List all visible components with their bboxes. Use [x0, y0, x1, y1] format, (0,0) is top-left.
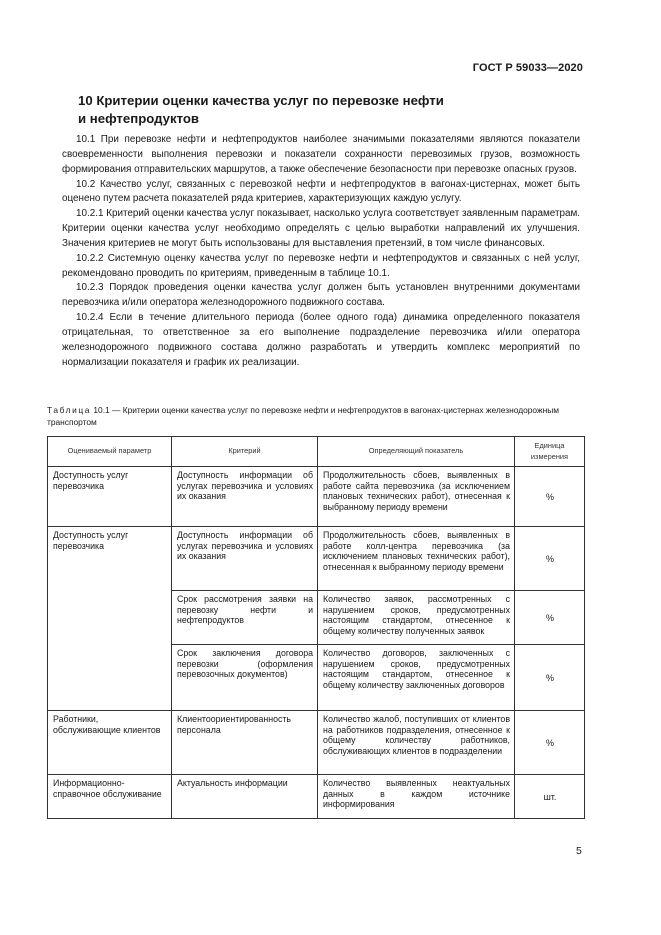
cell-indicator: Продолжительность сбоев, выявленных в работе колл-центра перевозчика (за исключением плановых технических работ), отнесенная к выбранному периоду времени — [318, 527, 515, 591]
cell-indicator: Количество выявленных неактуальных данных в каждом источнике информирования — [318, 775, 515, 819]
section-title — [78, 92, 498, 128]
cell-unit: % — [515, 527, 585, 591]
table-row — [48, 711, 585, 775]
table-caption — [47, 405, 587, 428]
paragraph-10-2: 10.2 Качество услуг, связанных с перевозкой нефти и нефтепродуктов в вагонах-цистернах, может быть оценено путем расчета показателей ряда критериев, характеризующих каждую услугу. — [62, 178, 580, 205]
cell-param: Работники, обслуживающие клиентов — [48, 711, 172, 775]
paragraph-10-2-2: 10.2.2 Системную оценку качества услуг по перевозке нефти и нефтепродуктов и связанных с ней услуг, рекомендовано проводить по критериям, приведенным в таблице 10.1. — [62, 252, 580, 279]
header-param: Оцениваемый параметр — [48, 437, 172, 467]
criteria-table — [47, 436, 585, 819]
cell-indicator: Количество жалоб, поступивших от клиентов на работников подразделения, отнесенное к общему количеству работников, обслуживающих клиентов в подразделении — [318, 711, 515, 775]
table-row — [48, 527, 585, 591]
paragraph-10-2-4: 10.2.4 Если в течение длительного периода (более одного года) динамика определенного показателя отрицательная, то ответственное за его выполнение подразделение перевозчика и/или оператора железнодорожного подвижного состава должно разработать и утвердить комплекс мероприятий по нормализации показателя и график их реализации. — [62, 312, 580, 368]
cell-criterion: Срок заключения договора перевозки (оформления перевозочных документов) — [172, 645, 318, 711]
section-title-line-1: 10 Критерии оценки качества услуг по перевозке нефти — [78, 93, 444, 108]
cell-param: Доступность услуг перевозчика — [48, 467, 172, 527]
cell-param: Информационно-справочное обслуживание — [48, 775, 172, 819]
document-code: ГОСТ Р 59033—2020 — [472, 62, 583, 74]
paragraph-10-1: 10.1 При перевозке нефти и нефтепродуктов наиболее значимыми показателями являются показатели своевременности выполнения перевозки и показатели сохранности перевозимых грузов, возможность формирования отправительских маршрутов, а также обеспечение безопасности при перевозке опасных грузов. — [62, 134, 580, 175]
paragraph-10-2-3: 10.2.3 Порядок проведения оценки качества услуг должен быть установлен внутренними документами перевозчика и/или оператора железнодорожного подвижного состава. — [62, 282, 580, 309]
section-title-line-2: и нефтепродуктов — [78, 111, 200, 126]
table-caption-text: 10.1 — Критерии оценки качества услуг по перевозке нефти и нефтепродуктов в вагонах-цистернах железнодорожным транспортом — [47, 405, 559, 427]
cell-indicator: Количество договоров, заключенных с нарушением сроков, предусмотренных настоящим стандартом, отнесенное к общему количеству заключенных договоров — [318, 645, 515, 711]
table-row — [48, 775, 585, 819]
header-unit: Единица измерения — [515, 437, 585, 467]
table-header-row — [48, 437, 585, 467]
cell-unit: % — [515, 591, 585, 645]
cell-criterion: Срок рассмотрения заявки на перевозку нефти и нефтепродуктов — [172, 591, 318, 645]
cell-unit: % — [515, 711, 585, 775]
table-row — [48, 467, 585, 527]
header-criterion: Критерий — [172, 437, 318, 467]
cell-unit: % — [515, 467, 585, 527]
paragraph-10-2-1: 10.2.1 Критерий оценки качества услуг показывает, насколько услуга соответствует заявленным параметрам. Критерии оценки качества услуг необходимо определять с целью выработки направлений их улучшения. Значения критериев не могут быть использованы для выставления претензий, в том числе финансовых. — [62, 208, 580, 249]
page-number: 5 — [576, 845, 582, 857]
cell-unit: шт. — [515, 775, 585, 819]
cell-indicator: Количество заявок, рассмотренных с нарушением сроков, предусмотренных настоящим стандартом, отнесенное к общему количеству полученных заявок — [318, 591, 515, 645]
cell-criterion: Доступность информации об услугах перевозчика и условиях их оказания — [172, 527, 318, 591]
cell-criterion: Актуальность информации — [172, 775, 318, 819]
cell-criterion: Доступность информации об услугах перевозчика и условиях их оказания — [172, 467, 318, 527]
cell-indicator: Продолжительность сбоев, выявленных в работе сайта перевозчика (за исключением плановых технических работ), отнесенная к выбранному периоду времени — [318, 467, 515, 527]
cell-criterion: Клиентоориентированность персонала — [172, 711, 318, 775]
cell-unit: % — [515, 645, 585, 711]
table-caption-label: Таблица — [47, 405, 92, 415]
body-text — [62, 133, 580, 371]
cell-param: Доступность услуг перевозчика — [48, 527, 172, 711]
header-indicator: Определяющий показатель — [318, 437, 515, 467]
